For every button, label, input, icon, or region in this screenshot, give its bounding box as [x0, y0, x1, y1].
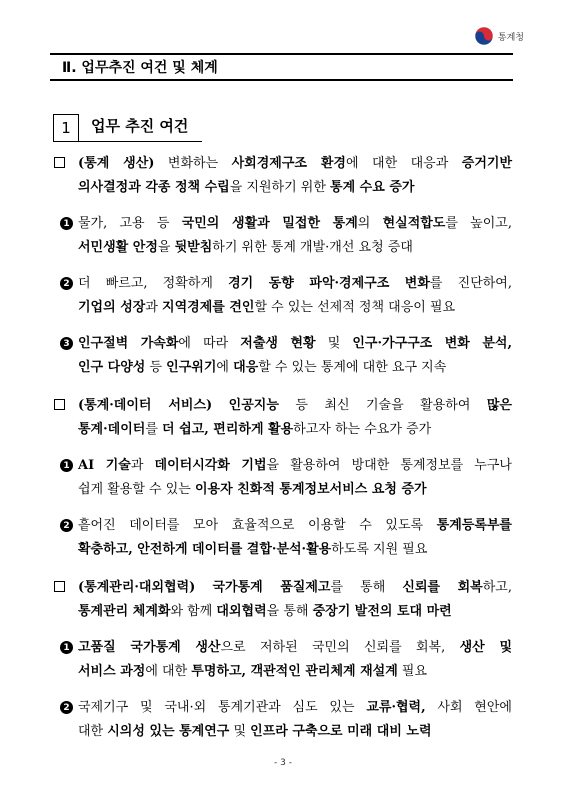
emphasis-text: AI 기술 — [78, 458, 131, 473]
numbered-item — [50, 454, 512, 502]
emphasis-text: 교류·협력, — [366, 700, 426, 715]
body-text: 흩어진 데이터를 모아 효율적으로 이용할 수 있도록 — [78, 518, 437, 533]
text-line — [78, 454, 512, 478]
emphasis-text: 고품질 국가통계 생산 — [78, 640, 221, 655]
emphasis-text: 더 쉽고, 편리하게 활용 — [162, 422, 294, 437]
emphasis-text: 인구·가구구조 변화 분석, — [352, 336, 512, 351]
square-bullet-icon — [54, 581, 65, 592]
emphasis-text: 통계 수요 증가 — [330, 180, 415, 195]
text-line — [78, 660, 512, 684]
topic-group — [50, 394, 512, 562]
body-text: 할 수 있는 통계에 대한 요구 지속 — [258, 360, 447, 375]
body-text: 를 통해 — [330, 580, 403, 595]
square-bullet-icon — [54, 399, 65, 410]
text-line — [78, 212, 512, 236]
topic-paragraph — [50, 152, 512, 200]
body-text: 를 높이고, — [445, 216, 512, 231]
body-text: 등 최신 기술을 활용하여 — [278, 398, 487, 413]
document-body — [50, 152, 512, 744]
numbered-item — [50, 514, 512, 562]
emphasis-text: 인구 다양성 — [78, 360, 146, 375]
text-line — [78, 600, 512, 624]
emphasis-text: 서민생활 안정 — [78, 240, 158, 255]
numbered-circle-icon: 1 — [60, 217, 73, 230]
emphasis-text: 기업의 성장 — [78, 300, 146, 315]
emphasis-text: 경기 동향 파악·경제구조 변화 — [228, 276, 430, 291]
body-text: 필요 — [397, 664, 428, 679]
agency-name: 통계청 — [497, 32, 524, 43]
emphasis-text: 신뢰를 회복 — [402, 580, 483, 595]
body-text: 를 — [145, 422, 163, 437]
text-line — [78, 514, 512, 538]
body-text: 하도록 지원 필요 — [331, 542, 428, 557]
body-text: 에 대한 — [145, 664, 192, 679]
emphasis-text: 이용자 친화적 통계정보서비스 요청 증가 — [195, 482, 427, 497]
body-text: 사회 현안에 — [425, 700, 512, 715]
section-title: 업무 추진 여건 — [79, 115, 202, 142]
emphasis-text: 국가통계 품질제고 — [212, 580, 331, 595]
body-text: 하기 위한 통계 개발·개선 요청 증대 — [212, 240, 413, 255]
text-line — [78, 636, 512, 660]
topic-paragraph — [50, 394, 512, 442]
emphasis-text: 대응 — [233, 360, 259, 375]
numbered-item — [50, 636, 512, 684]
body-text: 등 — [145, 360, 167, 375]
text-line — [78, 332, 512, 356]
body-text: 을 지원하기 위한 — [229, 180, 331, 195]
body-text: 할 수 있는 선제적 정책 대응이 필요 — [254, 300, 456, 315]
numbered-circle-icon: 3 — [60, 337, 73, 350]
body-text: 을 통해 — [266, 604, 313, 619]
topic-paragraph — [50, 576, 512, 624]
emphasis-text: 통계등록부를 — [436, 518, 512, 533]
body-text: 의 — [357, 216, 383, 231]
emphasis-text: 국민의 생활과 밀접한 통계 — [181, 216, 358, 231]
body-text: 에 따라 — [178, 336, 241, 351]
text-line — [78, 418, 512, 442]
emphasis-text: 데이터시각화 기법 — [154, 458, 267, 473]
body-text: 와 함께 — [170, 604, 217, 619]
body-text: 및 — [315, 336, 353, 351]
emphasis-text: 시의성 있는 통계연구 — [107, 724, 230, 739]
body-text: 국제기구 및 국내·외 통계기관과 심도 있는 — [78, 700, 367, 715]
numbered-circle-icon: 2 — [60, 701, 73, 714]
body-text: 에 대한 대응과 — [345, 156, 462, 171]
emphasis-text: 통계관리 체계화 — [78, 604, 171, 619]
emphasis-text: 의사결정과 각종 정책 수립 — [78, 180, 230, 195]
body-text: 과 — [145, 300, 163, 315]
section-number-box: 1 — [53, 114, 79, 142]
body-text: 으로 저하된 국민의 신뢰를 회복, — [220, 640, 460, 655]
text-line — [78, 538, 512, 562]
emphasis-text: 뒷받침 — [174, 240, 213, 255]
numbered-item — [50, 332, 512, 380]
text-line — [78, 696, 512, 720]
emphasis-text: 지역경제를 견인 — [162, 300, 255, 315]
body-text: 하고자 하는 수요가 증가 — [293, 422, 432, 437]
emphasis-text: (통계 생산) — [78, 156, 155, 171]
body-text — [212, 398, 228, 413]
body-text — [195, 580, 212, 595]
body-text: 을 활용하여 방대한 통계정보를 누구나 — [266, 458, 512, 473]
emphasis-text: 확충하고, 안전하게 데이터를 결합·분석·활용 — [78, 542, 332, 557]
text-line — [78, 356, 512, 380]
emphasis-text: (통계관리·대외협력) — [78, 580, 196, 595]
body-text: 쉽게 활용할 수 있는 — [78, 482, 195, 497]
emphasis-text: 서비스 과정 — [78, 664, 146, 679]
topic-group — [50, 152, 512, 380]
body-text: 과 — [130, 458, 155, 473]
body-text: 및 — [229, 724, 251, 739]
emphasis-text: 많은 — [486, 398, 512, 413]
text-line — [78, 296, 512, 320]
square-bullet-icon — [54, 157, 65, 168]
emphasis-text: 현실적합도 — [382, 216, 446, 231]
emphasis-text: 저출생 현황 — [240, 336, 316, 351]
text-line — [78, 152, 512, 176]
numbered-item — [50, 212, 512, 260]
body-text: 물가, 고용 등 — [78, 216, 182, 231]
body-text: 변화하는 — [154, 156, 232, 171]
numbered-circle-icon: 1 — [60, 459, 73, 472]
numbered-item — [50, 272, 512, 320]
body-text: 더 빠르고, 정확하게 — [78, 276, 229, 291]
emphasis-text: 통계·데이터 — [78, 422, 146, 437]
text-line — [78, 478, 512, 502]
page-number: - 3 - — [274, 758, 292, 768]
text-line — [78, 720, 512, 744]
numbered-circle-icon: 2 — [60, 519, 73, 532]
emphasis-text: 생산 및 — [459, 640, 513, 655]
emphasis-text: (통계·데이터 서비스) — [78, 398, 213, 413]
emphasis-text: 인구위기 — [166, 360, 217, 375]
text-line — [78, 176, 512, 200]
emphasis-text: 증거기반 — [461, 156, 512, 171]
text-line — [78, 272, 512, 296]
chapter-header — [50, 53, 513, 81]
section-heading — [53, 114, 202, 142]
text-line — [78, 394, 512, 418]
emphasis-text: 중장기 발전의 토대 마련 — [312, 604, 452, 619]
emphasis-text: 인구절벽 가속화 — [78, 336, 179, 351]
body-text: 하고, — [482, 580, 512, 595]
text-line — [78, 576, 512, 600]
body-text: 을 — [157, 240, 175, 255]
emphasis-text: 인공지능 — [228, 398, 279, 413]
emphasis-text: 대외협력 — [216, 604, 267, 619]
numbered-circle-icon: 1 — [60, 641, 73, 654]
body-text: 에 — [216, 360, 234, 375]
numbered-circle-icon: 2 — [60, 277, 73, 290]
emphasis-text: 투명하고, 객관적인 관리체계 재설계 — [191, 664, 398, 679]
text-line — [78, 236, 512, 260]
topic-group — [50, 576, 512, 744]
emphasis-text: 사회경제구조 환경 — [231, 156, 346, 171]
body-text: 를 진단하여, — [429, 276, 512, 291]
emphasis-text: 인프라 구축으로 미래 대비 노력 — [250, 724, 432, 739]
body-text: 대한 — [78, 724, 108, 739]
chapter-title: Ⅱ. 업무추진 여건 및 체계 — [62, 60, 218, 76]
numbered-item — [50, 696, 512, 744]
taegeuk-logo-icon — [474, 26, 494, 46]
agency-logo — [474, 26, 524, 46]
